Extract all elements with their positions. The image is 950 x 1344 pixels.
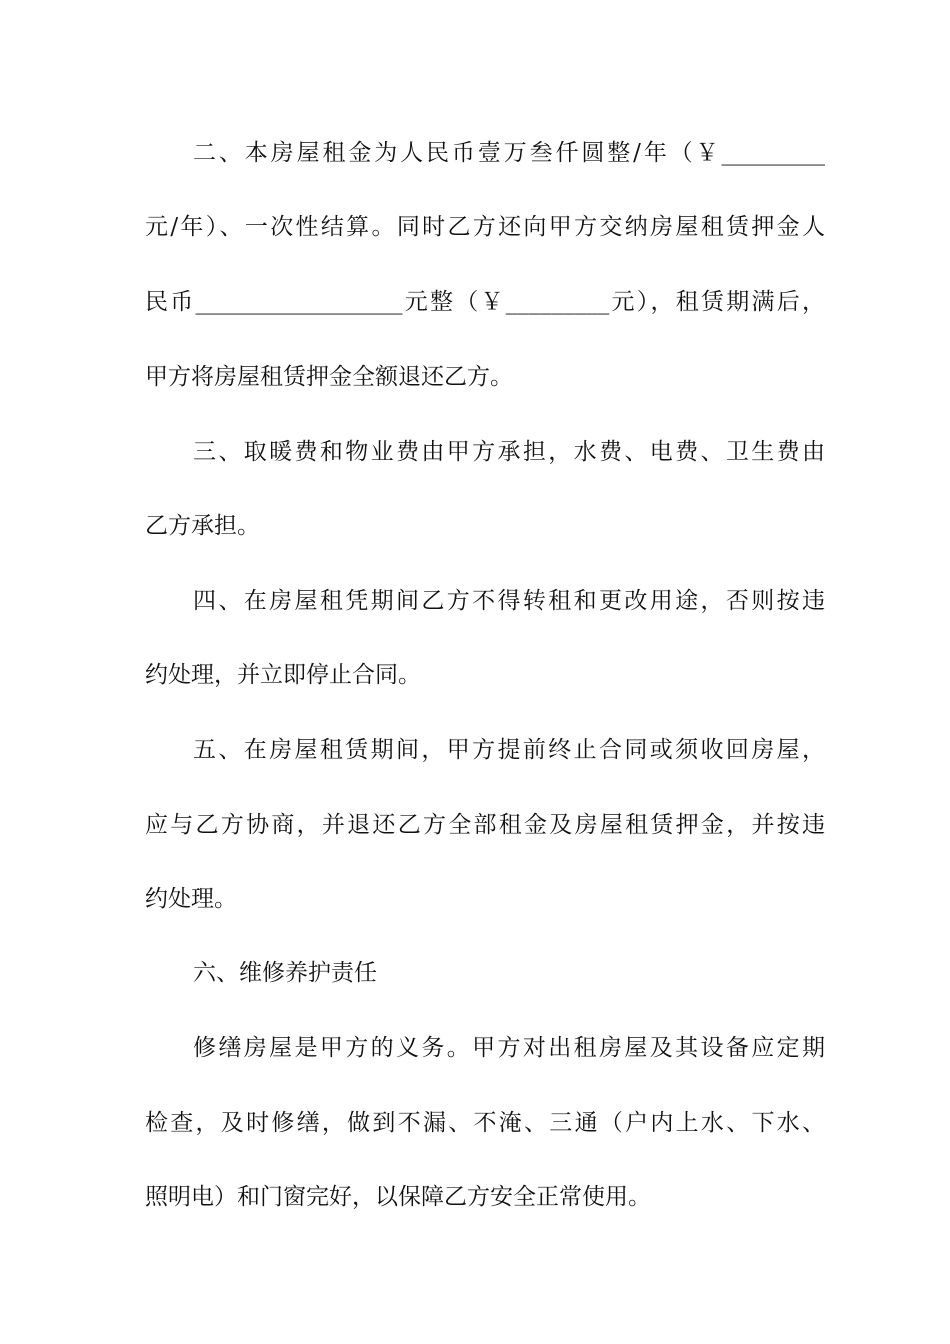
section-heading (193, 953, 825, 993)
text-line-content: 民币__________________元整（￥_________元），租赁期满后， (145, 289, 825, 315)
text-line-content: 约处理，并立即停止合同。 (145, 662, 421, 688)
text-line-content: 四、在房屋租凭期间乙方不得转租和更改用途，否则按违 (193, 588, 825, 614)
text-line-content: 甲方将房屋租赁押金全额退还乙方。 (145, 364, 513, 390)
text-line (193, 730, 825, 770)
text-line (145, 805, 825, 845)
text-line (145, 282, 825, 322)
text-line (193, 581, 825, 621)
text-line (145, 879, 825, 919)
text-line-content: 照明电）和门窗完好，以保障乙方安全正常使用。 (145, 1184, 651, 1210)
text-line (145, 1103, 825, 1143)
text-line (145, 655, 825, 695)
text-line-content: 检查，及时修缮，做到不漏、不淹、三通（户内上水、下水、 (145, 1110, 825, 1136)
text-line (193, 1028, 825, 1068)
text-line (193, 133, 825, 173)
text-line-content: 三、取暖费和物业费由甲方承担，水费、电费、卫生费由 (193, 439, 825, 465)
text-line (145, 1177, 825, 1217)
text-line-content: 乙方承担。 (145, 513, 260, 539)
text-line (145, 207, 825, 247)
text-line-content: 修缮房屋是甲方的义务。甲方对出租房屋及其设备应定期 (193, 1035, 825, 1061)
text-line (145, 506, 825, 546)
text-line-content: 应与乙方协商，并退还乙方全部租金及房屋租赁押金，并按违 (145, 812, 825, 838)
text-line-content: 六、维修养护责任 (193, 960, 377, 986)
text-line-content: 约处理。 (145, 886, 237, 912)
text-line (193, 432, 825, 472)
text-line-content: 二、本房屋租金为人民币壹万叁仟圆整/年（￥_________ (193, 140, 825, 166)
text-line-content: 五、在房屋租赁期间，甲方提前终止合同或须收回房屋， (193, 737, 825, 763)
text-line-content: 元/年）、一次性结算。同时乙方还向甲方交纳房屋租赁押金人 (145, 214, 825, 240)
text-line (145, 357, 825, 397)
